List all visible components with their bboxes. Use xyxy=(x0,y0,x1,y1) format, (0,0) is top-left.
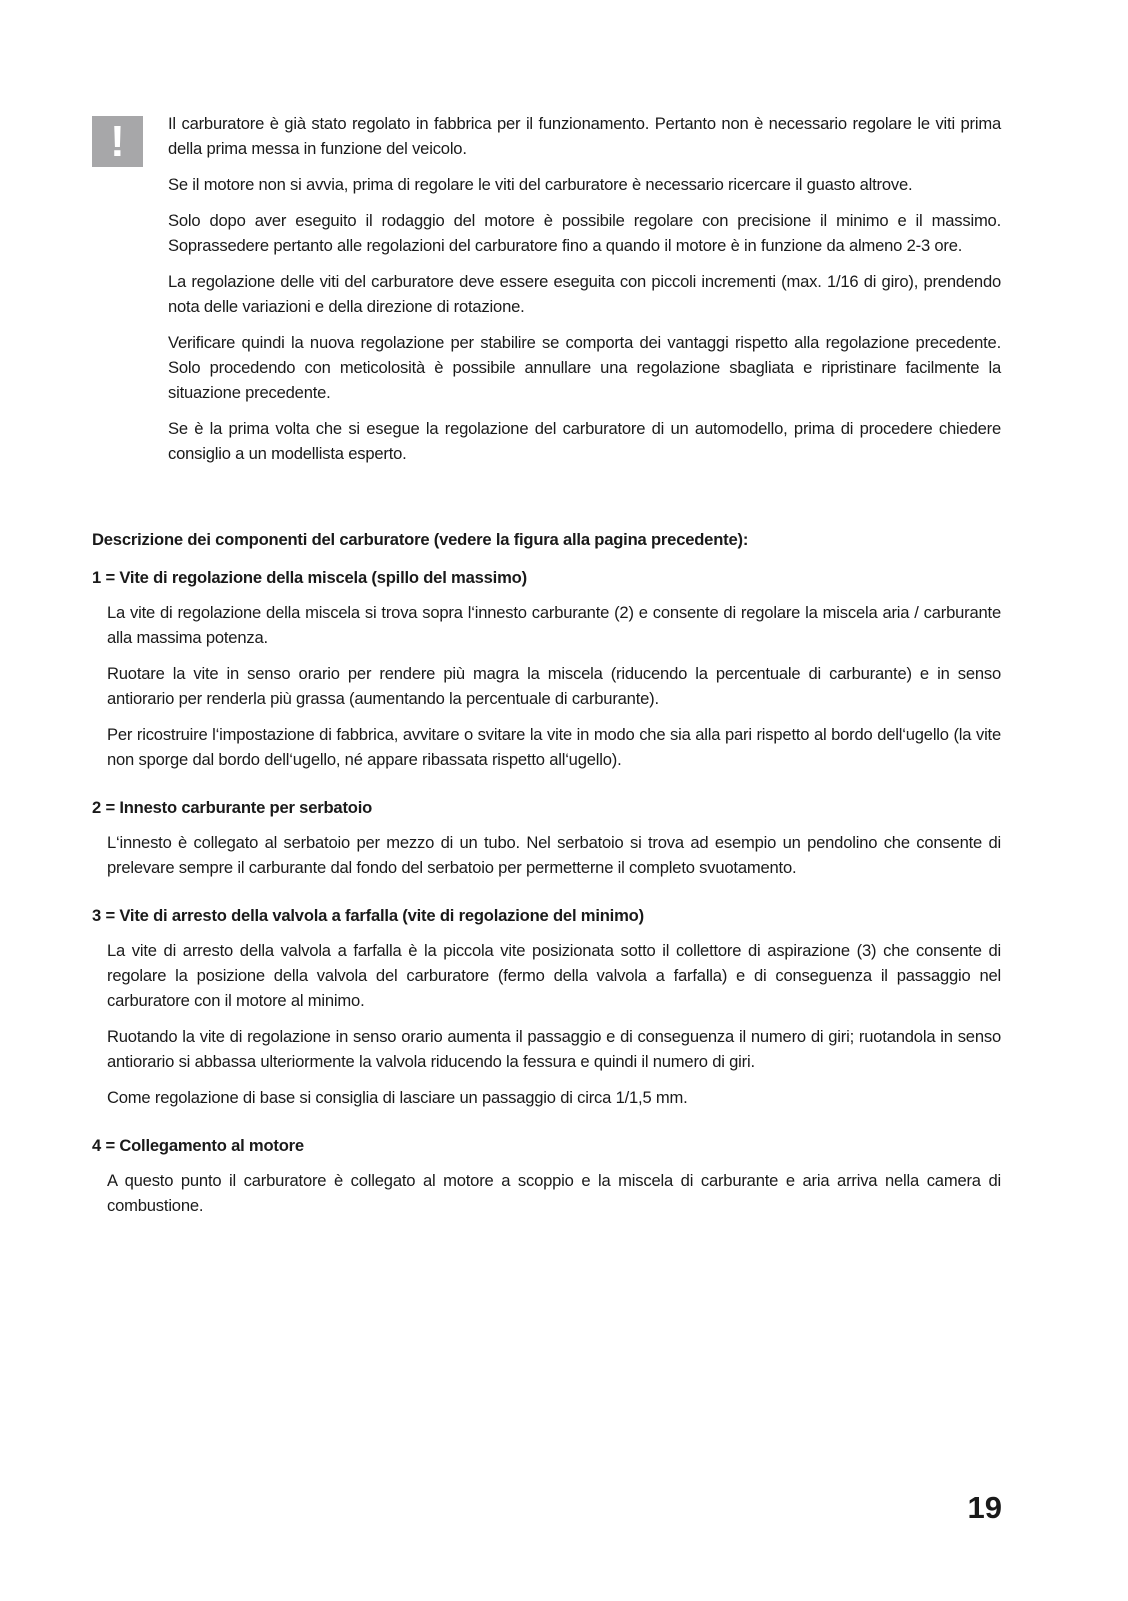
warning-notice xyxy=(168,111,1001,477)
component-title: 3 = Vite di arresto della valvola a farfalla (vite di regolazione del minimo) xyxy=(92,906,644,925)
component-paragraph: A questo punto il carburatore è collegato al motore a scoppio e la miscela di carburante e aria arriva nella camera di combustione. xyxy=(107,1171,1001,1215)
component-title: 2 = Innesto carburante per serbatoio xyxy=(92,798,373,817)
component-4 xyxy=(92,1133,1001,1218)
component-paragraph: La vite di arresto della valvola a farfalla è la piccola vite posizionata sotto il collettore di aspirazione (3) che consente di regolare la posizione della valvola del carburatore (fermo della valvola a farfalla) e di conseguenza il passaggio nel carburatore con il motore al minimo. xyxy=(107,941,1001,1010)
warning-paragraph: Solo dopo aver eseguito il rodaggio del motore è possibile regolare con precisione il minimo e il massimo. Soprassedere pertanto alle regolazioni del carburatore fino a quando il motore è in funzione da almeno 2-3 ore. xyxy=(168,211,1001,255)
component-paragraph: Per ricostruire l‘impostazione di fabbrica, avvitare o svitare la vite in modo che sia alla pari rispetto al bordo dell‘ugello (la vite non sporge dal bordo dell‘ugello, né appare ribassata rispetto all‘ugello). xyxy=(107,725,1001,769)
warning-paragraph: Se è la prima volta che si esegue la regolazione del carburatore di un automodello, prima di procedere chiedere consiglio a un modellista esperto. xyxy=(168,419,1001,463)
component-paragraph: Ruotare la vite in senso orario per rendere più magra la miscela (riducendo la percentuale di carburante) e in senso antiorario per renderla più grassa (aumentando la percentuale di carburante). xyxy=(107,664,1001,708)
warning-paragraph: Verificare quindi la nuova regolazione per stabilire se comporta dei vantaggi rispetto alla regolazione precedente. Solo procedendo con meticolosità è possibile annullare una regolazione sbagliata e ripristinare facilmente la situazione precedente. xyxy=(168,333,1001,402)
component-paragraph: Come regolazione di base si consiglia di lasciare un passaggio di circa 1/1,5 mm. xyxy=(107,1088,688,1107)
warning-paragraph: La regolazione delle viti del carburatore deve essere eseguita con piccoli incrementi (max. 1/16 di giro), prendendo nota delle variazioni e della direzione di rotazione. xyxy=(168,272,1001,316)
warning-paragraph: Il carburatore è già stato regolato in fabbrica per il funzionamento. Pertanto non è necessario regolare le viti prima della prima messa in funzione del veicolo. xyxy=(168,114,1001,158)
exclamation-icon: ! xyxy=(92,116,143,167)
component-paragraph: La vite di regolazione della miscela si trova sopra l‘innesto carburante (2) e consente di regolare la miscela aria / carburante alla massima potenza. xyxy=(107,603,1001,647)
components-section xyxy=(92,527,1001,1241)
warning-paragraph: Se il motore non si avvia, prima di regolare le viti del carburatore è necessario ricercare il guasto altrove. xyxy=(168,175,913,194)
component-title: 1 = Vite di regolazione della miscela (spillo del massimo) xyxy=(92,568,527,587)
component-title: 4 = Collegamento al motore xyxy=(92,1136,304,1155)
component-2 xyxy=(92,795,1001,880)
component-paragraph: Ruotando la vite di regolazione in senso orario aumenta il passaggio e di conseguenza il numero di giri; ruotandola in senso antiorario si abbassa ulteriormente la valvola riducendo la fessura e quindi il numero di giri. xyxy=(107,1027,1001,1071)
components-heading: Descrizione dei componenti del carburatore (vedere la figura alla pagina precedente): xyxy=(92,530,749,549)
component-paragraph: L‘innesto è collegato al serbatoio per mezzo di un tubo. Nel serbatoio si trova ad esempio un pendolino che consente di prelevare sempre il carburante dal fondo del serbatoio per permetterne il completo svuotamento. xyxy=(107,833,1001,877)
component-3 xyxy=(92,903,1001,1110)
component-1 xyxy=(92,565,1001,772)
page-number: 19 xyxy=(967,1490,1002,1525)
